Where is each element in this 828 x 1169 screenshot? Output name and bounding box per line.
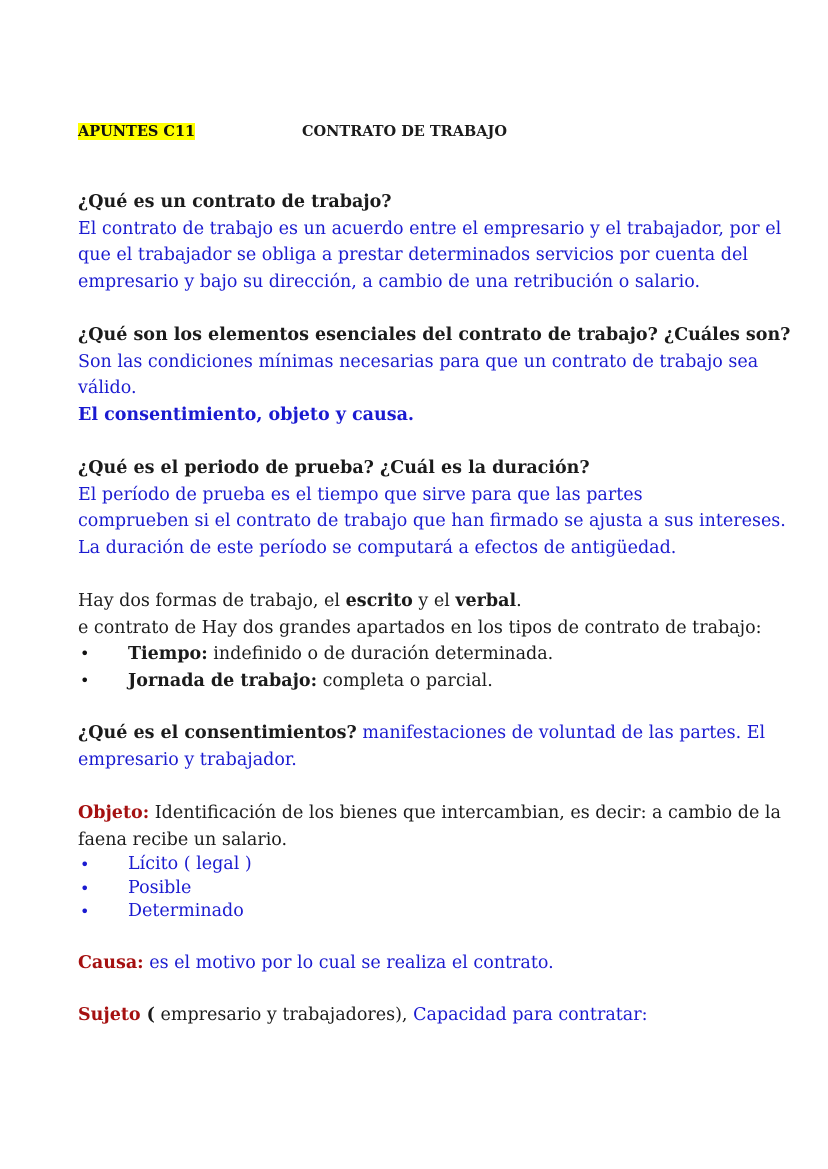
section-causa: Causa: es el motivo por lo cual se realiza el contrato. bbox=[78, 953, 554, 973]
sujeto-term: Sujeto bbox=[78, 1005, 141, 1025]
answer-1-line-3: empresario y bajo su dirección, a cambio de una retribución o salario. bbox=[78, 271, 701, 292]
section-objeto bbox=[78, 800, 781, 924]
contract-types-list bbox=[78, 641, 768, 694]
consent-line-2: empresario y trabajador. bbox=[78, 749, 297, 770]
list-item: • Determinado bbox=[78, 900, 768, 924]
list-item: • Lícito ( legal ) bbox=[78, 853, 768, 877]
answer-3-line-2: comprueben si el contrato de trabajo que han firmado se ajusta a sus intereses. bbox=[78, 511, 786, 531]
list-item: • Posible bbox=[78, 877, 768, 901]
highlighted-label: APUNTES C11 bbox=[78, 123, 196, 140]
forms-line-1: Hay dos formas de trabajo, el escrito y el verbal. bbox=[78, 591, 522, 611]
question-2: ¿Qué son los elementos esenciales del contrato de trabajo? ¿Cuáles son? bbox=[78, 325, 791, 345]
list-item: • Tiempo: indefinido o de duración determinada. bbox=[78, 641, 768, 668]
question-3: ¿Qué es el periodo de prueba? ¿Cuál es la duración? bbox=[78, 458, 590, 478]
document-title: CONTRATO DE TRABAJO bbox=[302, 123, 507, 140]
list-item: • Jornada de trabajo: completa o parcial. bbox=[78, 668, 768, 695]
question-1: ¿Qué es un contrato de trabajo? bbox=[78, 192, 392, 212]
answer-3-line-1: El período de prueba es el tiempo que sirve para que las partes bbox=[78, 484, 643, 505]
answer-1-line-2: que el trabajador se obliga a prestar determinados servicios por cuenta del bbox=[78, 245, 748, 265]
section-formas bbox=[78, 588, 768, 694]
section-consentimiento bbox=[78, 720, 768, 773]
consent-line-1: ¿Qué es el consentimientos? manifestaciones de voluntad de las partes. El bbox=[78, 723, 766, 743]
answer-2-bold: El consentimiento, objeto y causa. bbox=[78, 404, 415, 425]
section-elementos bbox=[78, 322, 791, 428]
section-contrato bbox=[78, 189, 782, 295]
objeto-line-1: Objeto: Identificación de los bienes que intercambian, es decir: a cambio de la bbox=[78, 803, 781, 823]
consent-question: ¿Qué es el consentimientos? bbox=[78, 723, 357, 743]
answer-2-line-1: Son las condiciones mínimas necesarias para que un contrato de trabajo sea bbox=[78, 351, 759, 372]
answer-2-line-2: válido. bbox=[78, 378, 137, 398]
objeto-line-2: faena recibe un salario. bbox=[78, 829, 288, 850]
header-label bbox=[78, 123, 195, 140]
answer-3-line-3: La duración de este período se computará a efectos de antigüedad. bbox=[78, 537, 677, 558]
section-sujeto: Sujeto ( empresario y trabajadores), Capacidad para contratar: bbox=[78, 1005, 648, 1025]
section-periodo-prueba bbox=[78, 455, 786, 561]
causa-term: Causa: bbox=[78, 953, 144, 973]
objeto-term: Objeto: bbox=[78, 803, 150, 823]
answer-1-line-1: El contrato de trabajo es un acuerdo entre el empresario y el trabajador, por el bbox=[78, 218, 782, 239]
forms-line-2: e contrato de Hay dos grandes apartados en los tipos de contrato de trabajo: bbox=[78, 617, 762, 638]
objeto-requirements-list bbox=[78, 853, 768, 924]
